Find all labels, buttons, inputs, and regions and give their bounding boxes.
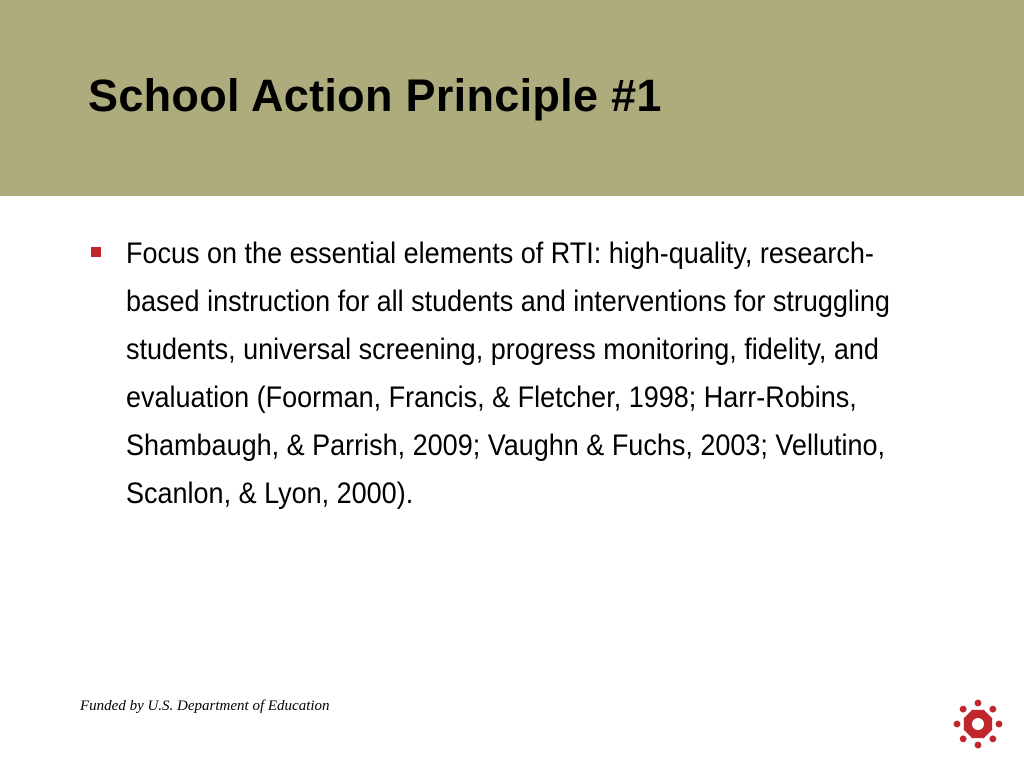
square-bullet-icon: [91, 247, 101, 257]
bullet-text: Focus on the essential elements of RTI: high-quality, research-based instruction for all students and interventions for struggling students, universal screening, progress monitoring, fidelity, and evaluation (Foorman, Francis, & Fletcher, 1998; Harr-Robins, Shambaugh, & Parrish, 2009; Vaughn & Fuchs, 2003; Vellutino, Scanlon, & Lyon, 2000).: [126, 237, 890, 510]
bullet-item: [90, 230, 930, 518]
slide-title: School Action Principle #1: [88, 70, 662, 121]
slide-content: [90, 230, 930, 518]
red-people-circle-logo-icon: [952, 698, 1004, 750]
footer-credit: Funded by U.S. Department of Education: [80, 698, 330, 714]
